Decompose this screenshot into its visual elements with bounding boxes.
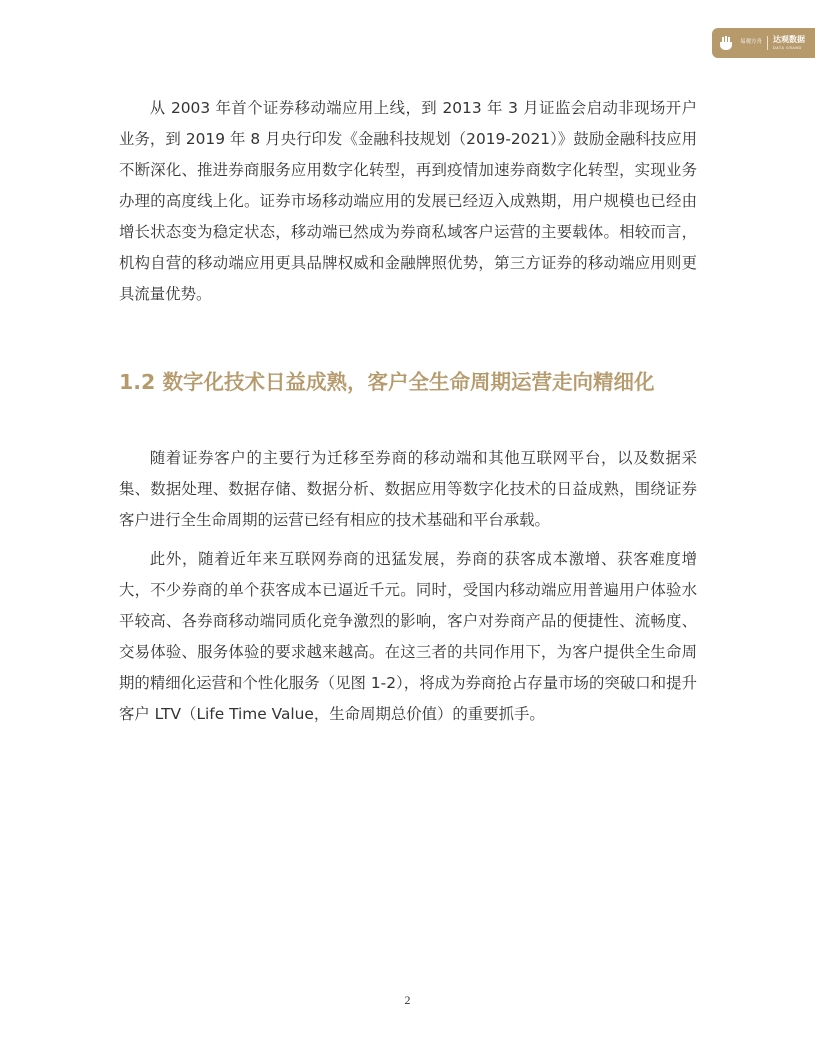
header-logo-badge	[712, 28, 815, 58]
logo-right-text: 达观数据	[773, 35, 806, 44]
page-number: 2	[404, 993, 411, 1007]
logo-right-subtext: DATA GRAND	[773, 46, 802, 50]
paragraph-technology: 随着证券客户的主要行为迁移至券商的移动端和其他互联网平台，以及数据采集、数据处理、数据存储、数据分析、数据应用等数字化技术的日益成熟，围绕证券客户进行全生命周期的运营已经有相应的技术基础和平台承载。	[119, 449, 697, 529]
coffee-cup-logo-icon	[718, 36, 736, 50]
paragraph-intro: 从 2003 年首个证券移动端应用上线，到 2013 年 3 月证监会启动非现场开户业务，到 2019 年 8 月央行印发《金融科技规划（2019-2021）》鼓励金融科技应用不断深化、推进券商服务应用数字化转型，再到疫情加速券商数字化转型，实现业务办理的高度线上化。证券市场移动端应用的发展已经迈入成熟期，用户规模也已经由增长状态变为稳定状态，移动端已然成为券商私域客户运营的主要载体。相较而言，机构自营的移动端应用更具品牌权威和金融牌照优势，第三方证券的移动端应用则更具流量优势。	[119, 99, 697, 303]
logo-left-text: 易观方舟	[740, 39, 763, 46]
paragraph-operations: 此外，随着近年来互联网券商的迅猛发展，券商的获客成本激增、获客难度增大，不少券商的单个获客成本已逼近千元。同时，受国内移动端应用普遍用户体验水平较高、各券商移动端同质化竞争激烈的影响，客户对券商产品的便捷性、流畅度、交易体验、服务体验的要求越来越高。在这三者的共同作用下，为客户提供全生命周期的精细化运营和个性化服务（见图 1-2），将成为券商抢占存量市场的突破口和提升客户 LTV（Life Time Value，生命周期总价值）的重要抓手。	[119, 550, 697, 723]
logo-divider	[767, 36, 768, 50]
section-heading: 1.2 数字化技术日益成熟，客户全生命周期运营走向精细化	[119, 370, 655, 394]
logo-right-block	[773, 36, 805, 50]
